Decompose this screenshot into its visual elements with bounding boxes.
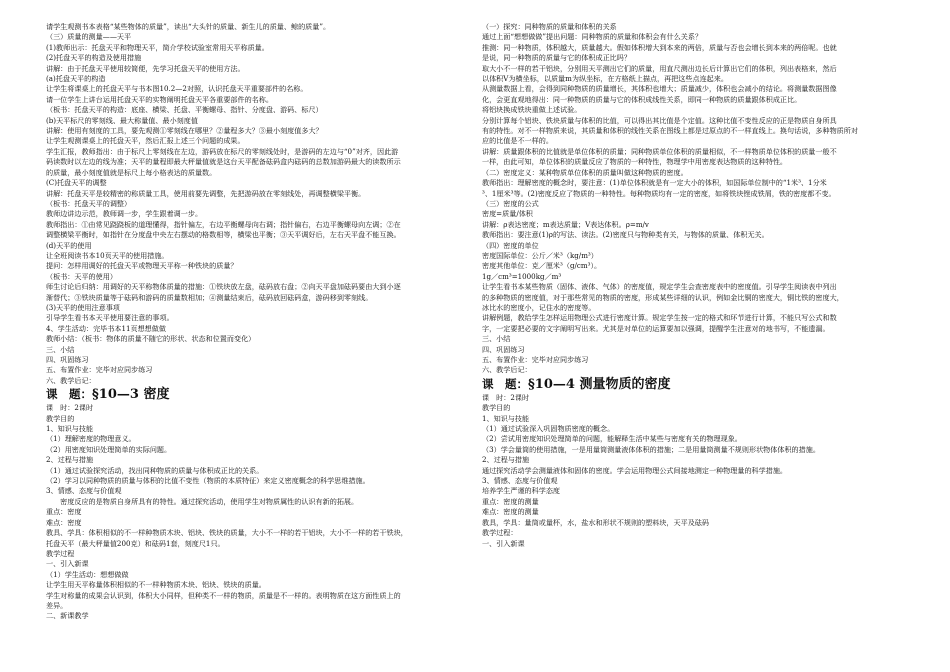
text-line: 课 时：2课时 [482, 392, 530, 402]
text-line: (1)教师出示：托盘天平和物理天平，简介学校试验室常用天平称质量。 [46, 42, 269, 52]
text-line: 字，一定要把必要的文字阐明写出来。尤其是对单位的运算要加以强调，提醒学生注意对的地书写，不能遗漏。 [482, 323, 830, 333]
text-line: 二、新课教学 [46, 611, 89, 621]
text-line: 3、情感、态度与价值观 [46, 486, 122, 496]
text-line: 三、小结 [46, 344, 75, 354]
text-line: 托盘天平（最大秤量值200克）和砝码1套，刻度尺1只。 [46, 538, 225, 548]
text-line: 有的特性。对不一样物质来说，其质量和体积的线性关系在图线上都是过原点的不一样直线上。换句话说，多种物质所对 [482, 126, 858, 136]
text-line: 1、知识与技能 [482, 413, 530, 423]
lesson-title-text: §10—3 密度 [92, 387, 170, 403]
text-line: 让学生观测课桌上的托盘天平，然后汇报上述三个问题的成果。 [46, 136, 245, 146]
left-column [46, 22, 478, 622]
text-line: （2）用密度知识处理简单的实际问题。 [46, 444, 172, 454]
text-line: 化，会更直观地得出：同一种物质的质量与它的体积成线性关系，即同一种物质的质量跟体积成正比。 [482, 94, 802, 104]
text-line: 让学生将课桌上的托盘天平与书本图10.2—2对照，认识托盘天平重要部件的名称。 [46, 84, 308, 94]
text-line: 4、学生活动：完毕书本11页想想做做 [46, 323, 166, 333]
text-line: （四）密度的单位 [482, 240, 539, 250]
text-line: 培养学生严谨的科学态度 [482, 486, 561, 496]
text-line: 一样，由此可知，单位体积的质量反应了物质的一种特性，物理学中用密度表达物质的这种特性。 [482, 157, 788, 167]
lesson-title [482, 377, 914, 392]
text-line: 冰比水的密度小，记住水的密度等。 [482, 302, 596, 312]
text-line: 引导学生看书本天平使用要注意的事项。 [46, 313, 174, 323]
text-line: 2、过程与措施 [482, 455, 530, 465]
text-line: 渐替代；③铁块质量等于砝码和游码的质量数相加；④测量结束后，砝码放回砝码盒，游码移到零刻线。 [46, 292, 373, 302]
text-line: 将铝块换成铁块重做上述试验。 [482, 105, 582, 115]
text-line: （1）通过试验深入巩固物质密度的概念。 [482, 424, 615, 434]
text-line: (d)天平的使用 [46, 240, 92, 250]
text-line: 教师边讲边示范，教师调一步，学生跟着调一步。 [46, 209, 203, 219]
text-line: 1、知识与技能 [46, 424, 94, 434]
text-line: 请一位学生上讲台运用托盘天平的实物阐明托盘天平各重要部件的名称。 [46, 94, 273, 104]
text-line: 以体积V为横坐标，以质量m为纵坐标，在方格纸上描点，再把这些点连起来。 [482, 74, 728, 84]
text-line: 学生对称量的成果会认识到，体积大小同样，但种类不一样的物质，质量是不一样的。表明物质在这方面性质上的 [46, 590, 401, 600]
text-line: 难点：密度的测量 [482, 507, 539, 517]
text-line: 教师指出：理解密度的概念时，要注意：(1)单位体积就是有一定大小的体积，如国际单位制中的“1米³、1分米 [482, 178, 827, 188]
text-line: 四、巩固练习 [46, 355, 89, 364]
text-line: 课 时：2课时 [46, 403, 94, 413]
text-line: 教师指出：要注意(1)ρ的写法、读法。(2)密度只与物种类有关，与物体的质量、体积无关。 [482, 230, 769, 240]
text-line: 让全班阅读书本10页天平的使用措施。 [46, 250, 169, 260]
lesson-title [46, 387, 478, 402]
text-line: 教师小结：（板书：物体的质量不随它的形状、状态和位置而变化） [46, 334, 256, 344]
text-line: 请学生观测书本表格“某些物体的质量”，读出“大头针的质量、新生儿的质量、鲸的质量”。 [46, 22, 331, 31]
text-line: （板书：托盘天平的调整） [46, 198, 132, 208]
text-line: 调整横梁平衡时，如指针在分度盘中央左右摆动的格数相等，横梁也平衡；③天平调好后，左右天平盘不能互换。 [46, 230, 401, 240]
text-line: 码读数时以左边的线为准；天平的量程即最大秤量值就是这台天平配备砝码盒内砝码的总数加游码最大的读数所示 [46, 157, 401, 167]
text-line: 是说，同一种物质的质量与它的体积成正比吗？ [482, 53, 631, 63]
text-line: 通过上面“想想做做”提出问题：同种物质的质量和体积会有什么关系？ [482, 32, 703, 42]
text-line: 师生讨论后归纳：用调好的天平称物体质量的措施：①铁块放左盘，砝码放右盘；②向天平盘加砝码要由大到小逐 [46, 282, 401, 292]
text-line: ³、1厘米³等。(2)密度反应了物质的一种特性。每种物质均有一定的密度，如将铁块锉成铁屑，铁的密度都不变。 [482, 188, 836, 198]
text-line: 五、布置作业：完毕对应同步练习 [482, 355, 589, 364]
text-line: (C)托盘天平的调整 [46, 178, 107, 188]
text-line: 教具，学具：量筒或量杯，水，盐水和形状不规则的塑料块，天平及砝码 [482, 517, 709, 527]
text-line: 的多种物质的密度值，对于那些常见的物质的密度，形成某些详细的认识，例如金比铜的密度大，铜比铁的密度大， [482, 292, 844, 302]
text-line: 讲解：托盘天平是较精密的称质量工具，使用前要先调整，先把游码放在零刻线处，再调整横梁平衡。 [46, 188, 366, 198]
text-line: 教学过程 [46, 548, 75, 558]
text-line: 重点：密度 [46, 507, 82, 517]
text-line: 的质量，最小刻度值就是标尺上每小格表达的质量数。 [46, 167, 217, 177]
text-line: （三）质量的测量——天平 [46, 32, 132, 42]
text-line: （1）通过试验探究活动，找出同种物质的质量与体积成正比的关系。 [46, 465, 264, 475]
text-line: 一、引入新课 [482, 538, 525, 548]
text-line: （板书：天平的使用） [46, 271, 117, 281]
text-line: （一）探究：同种物质的质量和体积的关系 [482, 22, 617, 31]
text-line: 取大小不一样的若干铝块，分别用天平测出它们的质量，用直尺测出边长后计算出它们的体积，列出表格来，然后 [482, 63, 837, 73]
text-line: 三、小结 [482, 334, 511, 344]
text-line: 讲解：使用有刻度的工具，要先观测①零刻线在哪里？②量程多大？③最小刻度值多大？ [46, 126, 323, 136]
text-line: 四、巩固练习 [482, 344, 525, 354]
text-line: （三）密度的公式 [482, 198, 539, 208]
text-line: 差异。 [46, 600, 68, 610]
text-line: 教具、学具：体积相似的不一样种物质木块、铝块、铁块的质量，大小不一样的若干铝块，大小不一样的若干铁块， [46, 528, 408, 538]
text-line: 讲解例题，教给学生怎样运用物理公式进行密度计算。规定学生按一定的格式和环节进行计算，不能只写公式和数 [482, 313, 837, 323]
text-line: (b)天平标尺的零刻线、最大称量值、最小刻度值 [46, 115, 198, 125]
text-line: 教学目的 [482, 403, 511, 413]
text-line: (3)天平的使用注意事项 [46, 302, 120, 312]
text-line: 教师指出：①由常见跷跷板的道理懂得，指针偏左，右边平衡螺母向右调；指针偏右，右边平衡螺母向左调；②在 [46, 219, 401, 229]
text-line: 五、布置作业：完毕对应同步练习 [46, 365, 153, 375]
right-column [482, 22, 914, 549]
text-line: （二）密度定义：某种物质单位体积的质量叫做这种物质的密度。 [482, 167, 688, 177]
text-line: 讲解：由于托盘天平使用较简便，先学习托盘天平的使用方法。 [46, 63, 245, 73]
text-line: （3）学会量筒的使用措施，一是用量筒测量液体体积的措施；二是用量筒测量不规则形状物体体积的措施。 [482, 444, 820, 454]
text-line: （1）学生活动：想想做做 [46, 569, 129, 579]
text-line: 推测：同一种物质，体积越大，质量越大。假如体积增大到本来的两倍，质量与否也会增长到本来的两倍呢。也就 [482, 42, 837, 52]
text-line: 学生汇报，教师指出：由于标尺上零刻线在左边，游码放在标尺的零刻线处时，是游码的左边与“0”对齐，因此游 [46, 146, 399, 156]
text-line: 讲解：ρ表达密度；m表达质量；V表达体积。ρ=m/v [482, 219, 649, 229]
text-line: 1g／cm³=1000kg／m³ [482, 271, 562, 281]
text-line: 密度反应的是物质自身所具有的特性。通过探究活动，使用学生对物质属性的认识有新的拓展。 [46, 496, 359, 506]
text-line: 难点：密度 [46, 517, 82, 527]
text-line: 教学目的 [46, 413, 75, 423]
text-line: 从测量数据上看，会得到同种物质的质量增长，其体积也增大；质量减少，体积也会减小的结论。将测量数据图像 [482, 84, 837, 94]
text-line: 分别计算每个铝块、铁块质量与体积的比值，可以得出其比值是个定值。这种比值不变性反应的正是物质自身所具 [482, 115, 837, 125]
text-line: 让学生看书本某些物质（固体、液体、气体）的密度值，规定学生会查密度表中的密度值。引导学生阅读表中列出 [482, 282, 837, 292]
lesson-title-text: §10—4 测量物质的密度 [528, 376, 671, 392]
text-line: （1）理解密度的物理意义。 [46, 434, 136, 444]
text-line: 提问：怎样用调好的托盘天平或物理天平称一种铁块的质量？ [46, 261, 238, 271]
text-line: 通过探究活动学会测量液体和固体的密度。学会运用物理公式间接地测定一种物理量的科学措施。 [482, 465, 788, 475]
text-line: 2、过程与措施 [46, 455, 94, 465]
text-line: 密度国际单位：公斤／米³（kg/m³） [482, 250, 598, 260]
text-line: 让学生用天平称量体积相似的不一样种物质木块、铝块、铁块的质量。 [46, 580, 266, 590]
text-line: 六、教学后记： [482, 365, 532, 375]
text-line: 讲解：质量跟体积的比值就是单位体积的质量；同种物质单位体积的质量相似，不一样物质单位体积的质量一般不 [482, 146, 837, 156]
text-line: 密度=质量/体积 [482, 209, 533, 219]
text-line: 重点：密度的测量 [482, 496, 539, 506]
lesson-title-prefix: 课 题： [46, 387, 92, 402]
lesson-title-prefix: 课 题： [482, 376, 528, 391]
text-line: 应的比值是不一样的。 [482, 136, 553, 146]
text-line: 密度其他单位：克／厘米³（g/cm³）。 [482, 261, 602, 271]
text-line: 教学过程： [482, 528, 518, 538]
text-line: 3、情感、态度与价值观 [482, 476, 558, 486]
text-line: （2）尝试用密度知识处理简单的问题，能解释生活中某些与密度有关的物理现象。 [482, 434, 742, 444]
text-line: 一、引入新课 [46, 559, 89, 569]
text-line: （2）学习以同种物质的质量与体积的比值不变性（物质的本质特征）来定义密度概念的科学思维措施。 [46, 476, 370, 486]
text-line: (2)托盘天平的构造及使用措施 [46, 53, 142, 63]
text-line: （板书：托盘天平的构造：底座、横梁、托盘、平衡螺母、指针、分度盘、游码、标尺） [46, 105, 323, 115]
text-line: 六、教学后记： [46, 375, 96, 385]
text-line: (a)托盘天平的构造 [46, 74, 106, 84]
